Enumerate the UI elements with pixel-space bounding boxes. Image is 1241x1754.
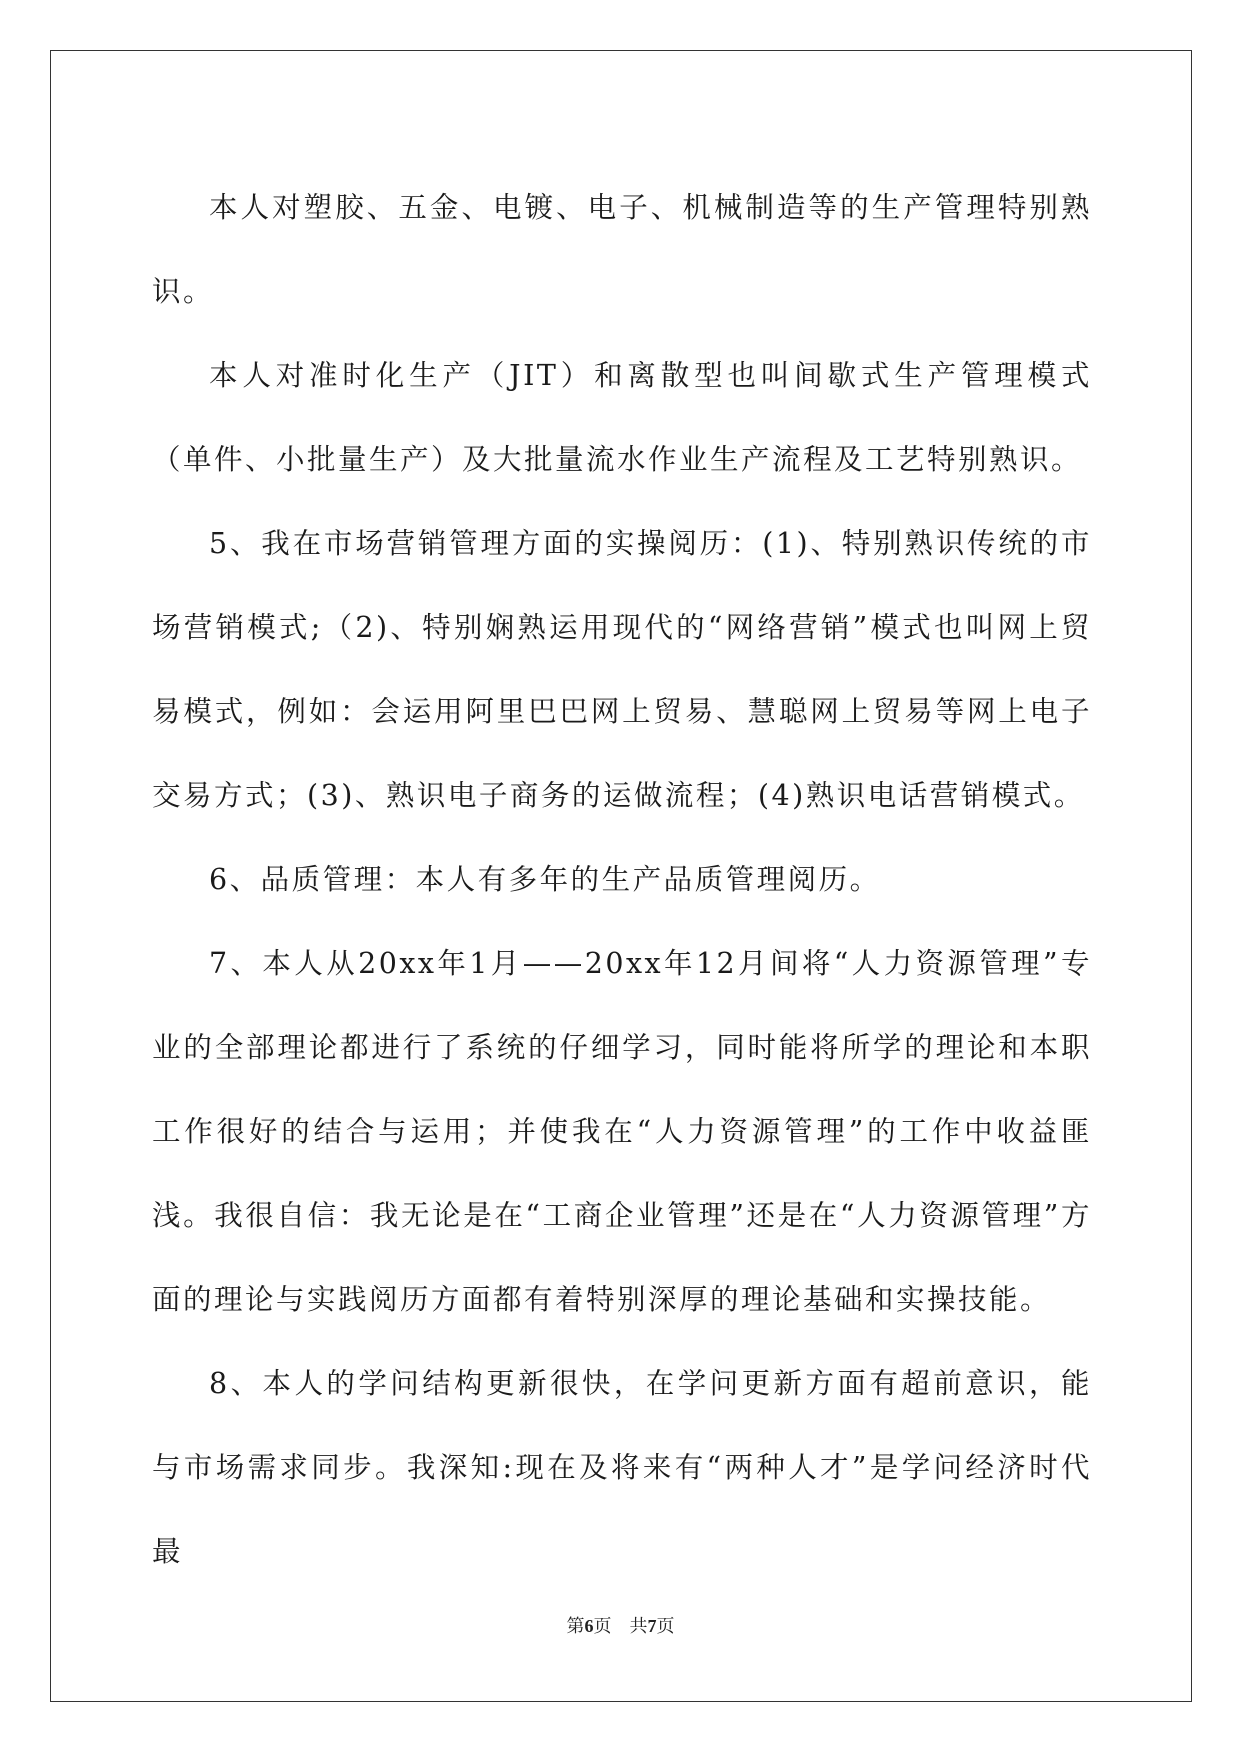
footer-total-suffix: 页 <box>656 1616 675 1637</box>
document-body <box>152 166 1092 1594</box>
total-page-number: 7 <box>647 1616 657 1636</box>
paragraph-4: 6、品质管理：本人有多年的生产品质管理阅历。 <box>209 863 881 896</box>
current-page-number: 6 <box>584 1616 594 1636</box>
paragraph-6: 8、本人的学问结构更新很快，在学问更新方面有超前意识，能与市场需求同步。我深知:现在及将来有“两种人才”是学问经济时代最 <box>152 1367 1092 1568</box>
paragraph-3: 5、我在市场营销管理方面的实操阅历：(1)、特别熟识传统的市场营销模式;（2)、特别娴熟运用现代的“网络营销”模式也叫网上贸易模式，例如：会运用阿里巴巴网上贸易、慧聪网上贸易等网上电子交易方式；(3)、熟识电子商务的运做流程；(4)熟识电话营销模式。 <box>152 527 1092 812</box>
paragraph-2: 本人对准时化生产（JIT）和离散型也叫间歇式生产管理模式（单件、小批量生产）及大批量流水作业生产流程及工艺特别熟识。 <box>152 359 1092 476</box>
footer-total-prefix: 共 <box>629 1616 648 1637</box>
footer-page-suffix: 页 <box>593 1616 612 1637</box>
page-footer <box>0 1612 1241 1638</box>
paragraph-5: 7、本人从20xx年1月——20xx年12月间将“人力资源管理”专业的全部理论都进行了系统的仔细学习，同时能将所学的理论和本职工作很好的结合与运用；并使我在“人力资源管理”的工作中收益匪浅。我很自信：我无论是在“工商企业管理”还是在“人力资源管理”方面的理论与实践阅历方面都有着特别深厚的理论基础和实操技能。 <box>152 947 1092 1316</box>
footer-prefix: 第 <box>566 1616 585 1637</box>
paragraph-1: 本人对塑胶、五金、电镀、电子、机械制造等的生产管理特别熟识。 <box>152 191 1092 308</box>
